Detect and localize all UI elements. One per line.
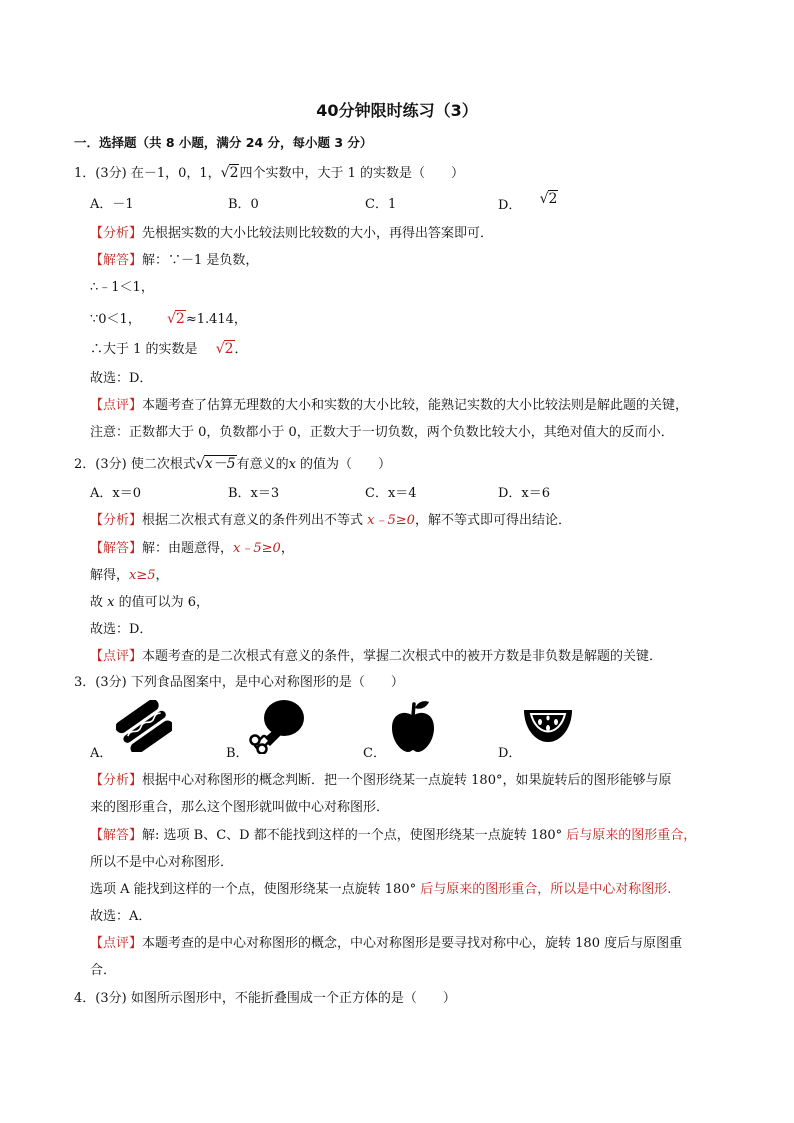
inequality: x≥5: [129, 568, 156, 583]
sqrt-symbol: √2: [220, 165, 239, 181]
q2-solution-line-4: 故选：D．: [90, 622, 153, 637]
q2-stem-text: 2．(3分) 使二次根式: [74, 457, 196, 472]
solution-text: ．: [234, 342, 248, 357]
watermelon-icon: [522, 704, 574, 748]
q1-option-b: B．0: [228, 197, 259, 212]
solution-tag: 【解答】: [90, 541, 143, 556]
q2-option-b: B．x＝3: [228, 486, 280, 501]
sqrt-symbol: √2: [539, 191, 558, 207]
solution-text: 解：由题意得，: [142, 541, 234, 556]
comment-text: 本题考查的是中心对称图形的概念，中心对称图形是要寻找对称中心，旋转 180 度后与原图重: [142, 936, 683, 951]
comment-text: 本题考查的是二次根式有意义的条件，掌握二次根式中的被开方数是非负数是解题的关键．: [142, 649, 663, 664]
solution-text: ≈1.414，: [185, 312, 247, 327]
variable-x: x: [288, 457, 296, 472]
q3-solution-line-2: 所以不是中心对称图形．: [90, 855, 234, 870]
inequality: x﹣5≥0: [233, 541, 281, 556]
q3-option-a: A．: [90, 746, 113, 761]
solution-tag: 【解答】: [90, 828, 143, 843]
solution-text: ，: [155, 568, 169, 583]
option-letter: D．: [498, 198, 522, 213]
q4-stem: 4．(3分) 如图所示图形中，不能折叠围成一个正方体的是（ ）: [74, 991, 456, 1006]
q2-option-d: D．x＝6: [498, 486, 551, 501]
solution-red-text: 后与原来的图形重合，: [562, 828, 697, 843]
q2-option-c: C．x＝4: [365, 486, 417, 501]
radicand: 2: [224, 341, 234, 357]
analysis-tag: 【分析】: [90, 226, 143, 241]
q3-comment-line-2: 合．: [90, 963, 117, 978]
solution-red-text: 后与原来的图形重合，所以是中心对称图形.: [416, 882, 672, 897]
solution-text: ，: [280, 541, 294, 556]
solution-text: 故: [90, 595, 108, 610]
radicand: 2: [548, 191, 558, 207]
solution-text: ∴大于 1 的实数是: [90, 342, 198, 357]
solution-text: 选项 A 能找到这样的一个点，使图形绕某一点旋转 180°: [90, 882, 417, 897]
q3-option-d: D．: [498, 746, 522, 761]
q1-option-c: C．1: [365, 197, 397, 212]
comment-tag: 【点评】: [90, 398, 143, 413]
q1-option-a: A．－1: [90, 197, 134, 212]
analysis-tag: 【分析】: [90, 513, 143, 528]
analysis-text: 根据二次根式有意义的条件列出不等式: [142, 513, 368, 528]
q3-solution: [90, 827, 696, 845]
analysis-text: ，解不等式即可得出结论．: [414, 513, 571, 528]
radicand: 2: [175, 311, 185, 327]
q1-comment-line-2: 注意：正数都大于 0，负数都小于 0，正数大于一切负数，两个负数比较大小，其绝对值大的反而小．: [90, 425, 674, 440]
apple-icon: [388, 698, 438, 754]
q2-solution: [90, 540, 294, 558]
q3-solution-line-4: 故选：A．: [90, 909, 152, 924]
q2-comment: [90, 648, 662, 666]
drumstick-icon: [248, 698, 306, 754]
q2-stem: [74, 455, 391, 474]
q3-analysis-line-2: 来的图形重合，那么这个图形就叫做中心对称图形．: [90, 800, 390, 815]
q1-stem: [74, 164, 464, 183]
analysis-text: 根据中心对称图形的概念判断．把一个图形绕某一点旋转 180°，如果旋转后的图形能够与原: [142, 773, 672, 788]
solution-text: 的值可以为 6，: [114, 595, 210, 610]
solution-text: ∵0＜1，: [90, 312, 141, 327]
q1-solution: [90, 252, 258, 270]
q3-analysis: [90, 772, 671, 790]
q3-stem: 3．(3分) 下列食品图案中，是中心对称图形的是（ ）: [74, 675, 404, 690]
q1-stem-text-end: 四个实数中，大于 1 的实数是（ ）: [239, 166, 465, 181]
q1-solution-line-4: [90, 340, 248, 359]
solution-text: 解: 选项 B、C、D 都不能找到这样的一个点，使图形绕某一点旋转 180°: [142, 828, 563, 843]
solution-text: 解得，: [90, 568, 130, 583]
q1-comment: [90, 397, 688, 415]
q2-solution-line-2: [90, 567, 169, 585]
q1-solution-line-5: 故选：D．: [90, 371, 153, 386]
section-heading: 一．选择题（共 8 小题，满分 24 分，每小题 3 分）: [74, 135, 373, 150]
q3-solution-line-3: [90, 881, 671, 899]
sqrt-symbol: √2: [166, 311, 185, 327]
analysis-tag: 【分析】: [90, 773, 143, 788]
q1-stem-text: 1．(3分) 在－1，0，1，: [74, 166, 221, 181]
analysis-text: 先根据实数的大小比较法则比较数的大小，再得出答案即可．: [142, 226, 494, 241]
q2-stem-text: 有意义的: [236, 457, 289, 472]
solution-tag: 【解答】: [90, 253, 143, 268]
q1-analysis: [90, 225, 493, 243]
q3-option-b: B．: [226, 746, 249, 761]
solution-text: 解：∵－1 是负数，: [142, 253, 259, 268]
sqrt-symbol: √2: [215, 341, 234, 357]
q1-option-d: [498, 191, 558, 215]
q3-comment: [90, 935, 682, 953]
hotdog-icon: [116, 700, 172, 752]
q3-option-c: C．: [363, 746, 386, 761]
q2-option-a: A．x＝0: [90, 486, 141, 501]
variable-x: x: [107, 595, 115, 610]
comment-text: 本题考查了估算无理数的大小和实数的大小比较，能熟记实数的大小比较法则是解此题的关键，: [142, 398, 689, 413]
comment-tag: 【点评】: [90, 936, 143, 951]
radicand: 2: [229, 165, 239, 181]
radicand: x－5: [204, 456, 236, 472]
inequality: x﹣5≥0: [367, 513, 415, 528]
q2-solution-line-3: [90, 594, 209, 612]
page-title: 40分钟限时练习（3）: [316, 101, 478, 120]
comment-tag: 【点评】: [90, 649, 143, 664]
sqrt-symbol: √x－5: [195, 456, 236, 472]
q2-analysis: [90, 512, 571, 530]
q2-stem-text-end: 的值为（ ）: [295, 457, 392, 472]
q1-solution-line-2: ∴﹣1＜1，: [90, 280, 154, 295]
q1-solution-line-3: [90, 310, 247, 329]
